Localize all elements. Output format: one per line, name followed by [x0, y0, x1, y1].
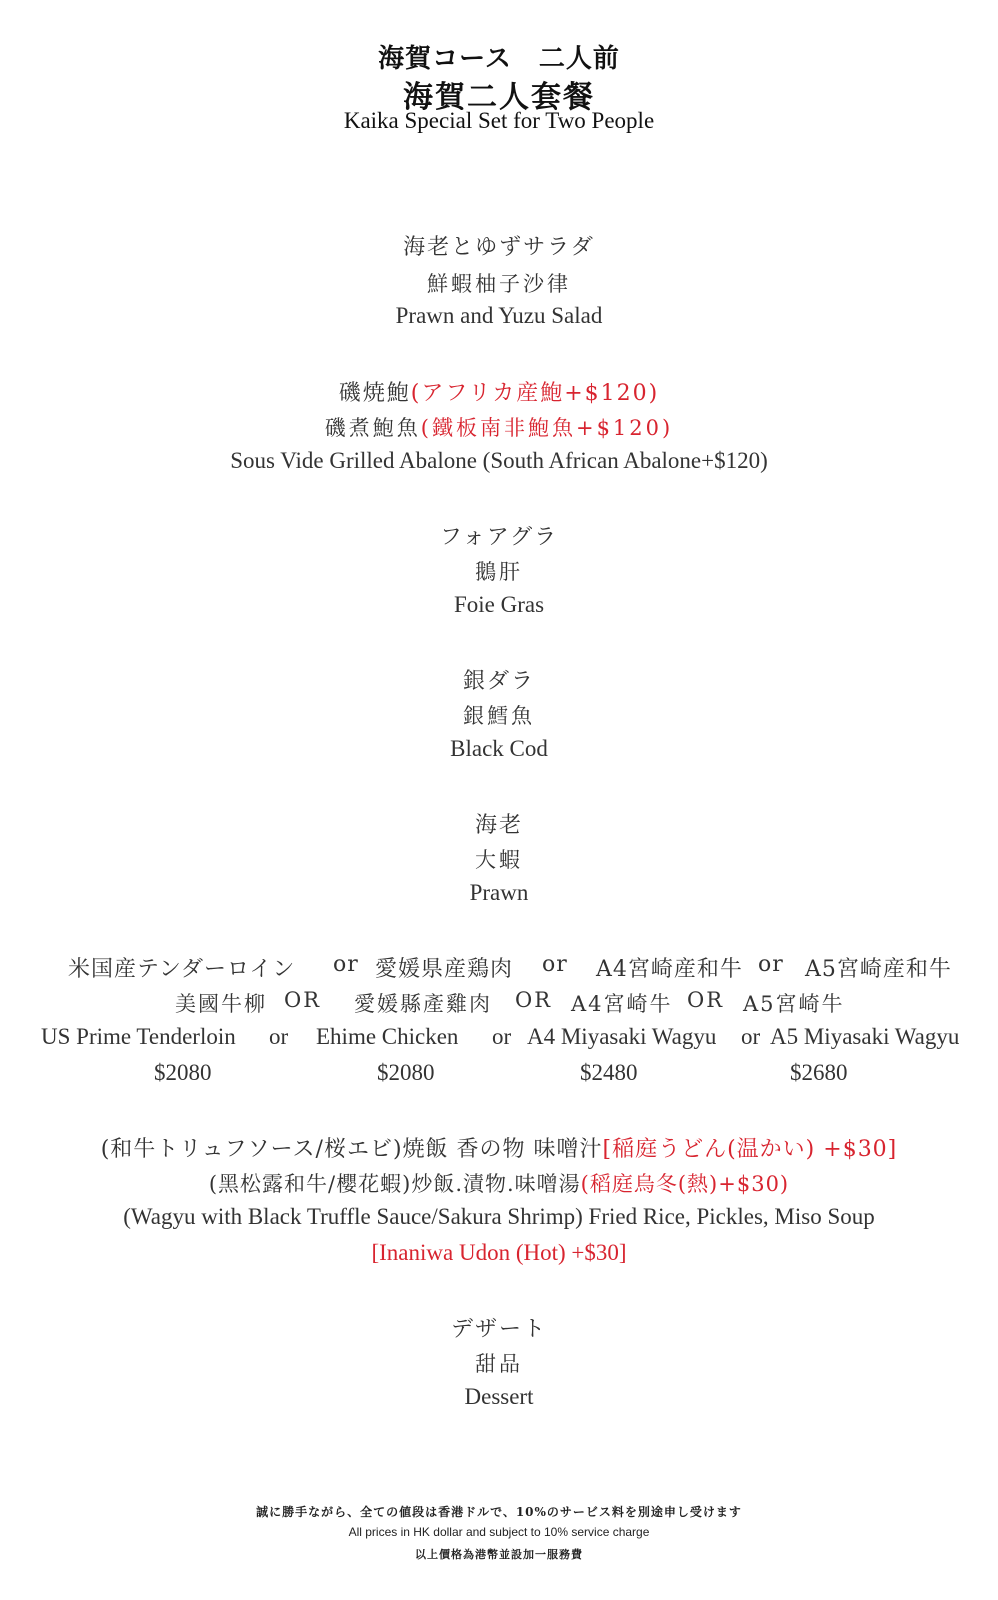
- dessert-jp: デザート: [450, 1317, 547, 1342]
- course-abalone-jp: [0, 376, 998, 407]
- rice-en: (Wagyu with Black Truffle Sauce/Sakura Shrimp) Fried Rice, Pickles, Miso Soup: [123, 1204, 875, 1229]
- footer-note-en: All prices in HK dollar and subject to 10% service charge: [348, 1525, 650, 1539]
- footer-note-zh: 以上價格為港幣並設加一服務費: [415, 1548, 583, 1561]
- dessert-zh: 甜品: [475, 1352, 523, 1376]
- main-or-en-3: or: [741, 1024, 761, 1049]
- mains-price-row: [0, 1060, 998, 1090]
- mains-en-row: [0, 1024, 998, 1054]
- main-chicken-en: Ehime Chicken: [316, 1024, 459, 1049]
- main-or-jp-3: or: [758, 952, 784, 977]
- course-salad-jp: 海老とゆずサラダ: [403, 235, 595, 260]
- main-or-en-1: or: [269, 1024, 289, 1049]
- course-salad-zh: 鮮蝦柚子沙律: [427, 272, 571, 296]
- rice-en-upgrade: [Inaniwa Udon (Hot) +$30]: [371, 1240, 627, 1265]
- main-chicken-zh: 愛媛縣產雞肉: [354, 992, 492, 1016]
- course-prawn-zh: 大蝦: [475, 848, 523, 872]
- course-abalone-en: Sous Vide Grilled Abalone (South African Abalone+$120): [230, 448, 768, 473]
- course-abalone-jp-name: 磯焼鮑: [338, 381, 411, 406]
- rice-jp-name: (和牛トリュフソース/桜エビ)焼飯 香の物 味噌汁: [100, 1137, 603, 1162]
- main-or-en-2: or: [492, 1024, 512, 1049]
- course-foie-en: Foie Gras: [453, 592, 545, 617]
- main-a5-zh: A5宮崎牛: [743, 992, 845, 1016]
- rice-zh-name: (黑松露和牛/櫻花蝦)炒飯.漬物.味噌湯: [208, 1172, 581, 1196]
- main-a4-jp: A4宮崎産和牛: [596, 957, 743, 982]
- main-or-jp-2: or: [542, 952, 568, 977]
- price-a5: $2680: [790, 1060, 848, 1085]
- course-prawn-jp: 海老: [474, 813, 523, 838]
- main-a4-zh: A4宮崎牛: [571, 992, 673, 1016]
- main-or-zh-2: OR: [515, 988, 553, 1012]
- course-prawn-en: Prawn: [469, 880, 529, 905]
- footer-note-jp: 誠に勝手ながら、全ての値段は香港ドルで、10%のサービス料を別途申し受けます: [256, 1505, 742, 1519]
- main-a5-en: A5 Miyasaki Wagyu: [770, 1024, 960, 1049]
- rice-jp: [0, 1132, 998, 1163]
- mains-jp-row: [0, 952, 998, 982]
- main-or-zh-1: OR: [284, 988, 322, 1012]
- main-chicken-jp: 愛媛県産鶏肉: [375, 957, 514, 982]
- price-tenderloin: $2080: [154, 1060, 212, 1085]
- rice-zh-upgrade: (稻庭烏冬(熱)+$30): [580, 1172, 790, 1196]
- menu-title-en: Kaika Special Set for Two People: [343, 108, 655, 133]
- mains-zh-row: [0, 988, 998, 1018]
- menu-title-jp: 海賀コース 二人前: [378, 44, 620, 74]
- main-tenderloin-en: US Prime Tenderloin: [41, 1024, 236, 1049]
- course-abalone-zh-upgrade: (鐵板南非鮑魚+$120): [420, 416, 674, 440]
- main-a5-jp: A5宮崎産和牛: [805, 957, 952, 982]
- course-foie-jp: フォアグラ: [439, 525, 559, 550]
- dessert-en: Dessert: [464, 1384, 534, 1409]
- price-chicken: $2080: [377, 1060, 435, 1085]
- menu-title-zh: 海賀二人套餐: [403, 80, 595, 115]
- course-abalone-zh: [0, 412, 998, 442]
- main-tenderloin-zh: 美國牛柳: [175, 992, 267, 1016]
- main-tenderloin-jp: 米国産テンダーロイン: [68, 957, 296, 982]
- course-cod-zh: 銀鱈魚: [463, 704, 535, 728]
- course-abalone-jp-upgrade: (アフリカ産鮑+$120): [410, 381, 660, 406]
- main-a4-en: A4 Miyasaki Wagyu: [527, 1024, 717, 1049]
- main-or-jp-1: or: [333, 952, 359, 977]
- rice-zh: [0, 1168, 998, 1198]
- course-cod-en: Black Cod: [450, 736, 548, 761]
- course-foie-zh: 鵝肝: [475, 560, 523, 584]
- main-or-zh-3: OR: [687, 988, 725, 1012]
- price-a4: $2480: [580, 1060, 638, 1085]
- course-abalone-zh-name: 磯煮鮑魚: [324, 416, 421, 440]
- course-salad-en: Prawn and Yuzu Salad: [395, 303, 603, 328]
- course-cod-jp: 銀ダラ: [462, 669, 535, 694]
- rice-jp-upgrade: [稲庭うどん(温かい) +$30]: [602, 1137, 898, 1162]
